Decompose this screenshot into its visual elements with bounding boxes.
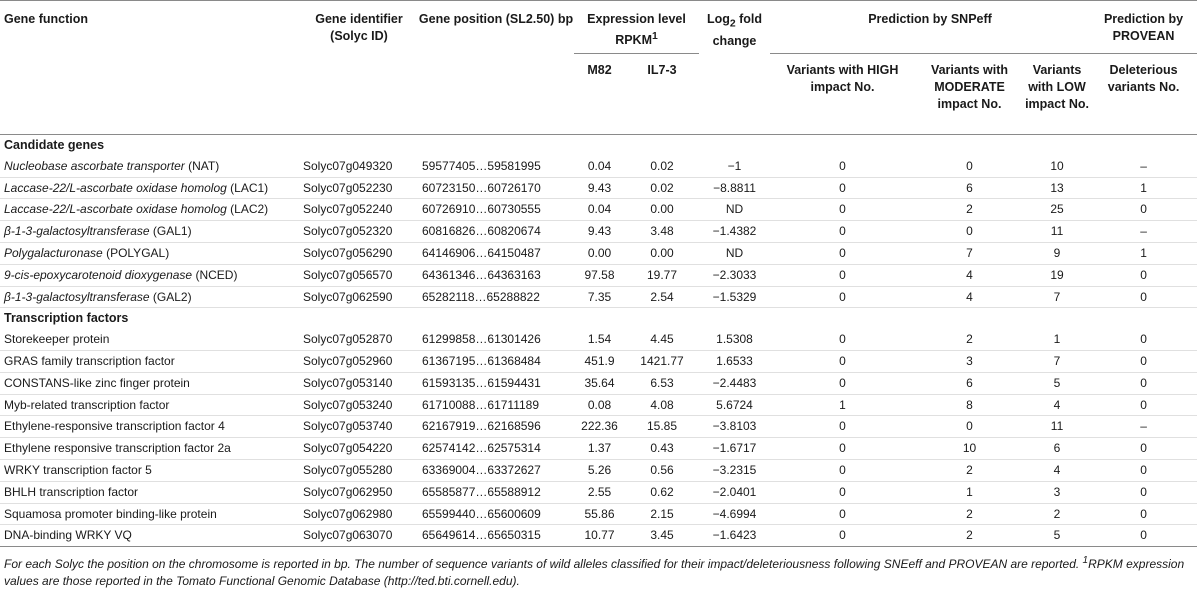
gene-position-cell: 65585877…65588912: [418, 481, 574, 503]
il7-3-cell: 3.45: [625, 525, 699, 547]
gene-function-cell: [0, 372, 300, 394]
moderate-impact-cell: 2: [915, 199, 1024, 221]
log2-fold-change-cell: −2.4483: [699, 372, 770, 394]
table-row: [0, 459, 1197, 481]
deleterious-cell: 0: [1090, 199, 1197, 221]
section-heading-row: [0, 135, 1197, 156]
gene-function-cell: [0, 416, 300, 438]
header-il7-3: IL7-3: [647, 63, 677, 77]
gene-id-cell: Solyc07g052870: [300, 329, 418, 350]
log2-fold-change-cell: −2.3033: [699, 264, 770, 286]
il7-3-cell: 3.48: [625, 221, 699, 243]
low-impact-cell: 10: [1024, 156, 1090, 177]
header-deleterious: Deleterious variants No.: [1107, 63, 1180, 94]
log2-fold-change-cell: −3.8103: [699, 416, 770, 438]
deleterious-cell: 0: [1090, 481, 1197, 503]
deleterious-cell: 0: [1090, 286, 1197, 308]
header-log2-fold-change: Log$_2$ fold change: [699, 1, 770, 135]
gene-function-text: DNA-binding WRKY VQ: [4, 528, 132, 543]
gene-position-cell: 62167919…62168596: [418, 416, 574, 438]
moderate-impact-cell: 0: [915, 221, 1024, 243]
il7-3-cell: 0.62: [625, 481, 699, 503]
high-impact-cell: 0: [770, 503, 915, 525]
log2-fold-change-cell: 1.5308: [699, 329, 770, 350]
il7-3-cell: 0.43: [625, 438, 699, 460]
moderate-impact-cell: 4: [915, 264, 1024, 286]
high-impact-cell: 0: [770, 156, 915, 177]
gene-position-cell: 60816826…60820674: [418, 221, 574, 243]
moderate-impact-cell: 2: [915, 503, 1024, 525]
high-impact-cell: 0: [770, 177, 915, 199]
gene-id-cell: Solyc07g053740: [300, 416, 418, 438]
log2-fold-change-cell: −8.8811: [699, 177, 770, 199]
log2-fold-change-cell: −1.6717: [699, 438, 770, 460]
gene-position-cell: 61593135…61594431: [418, 372, 574, 394]
section-heading-row: [0, 308, 1197, 329]
m82-cell: 97.58: [574, 264, 625, 286]
gene-function-text: CONSTANS-like zinc finger protein: [4, 375, 190, 390]
table-row: [0, 481, 1197, 503]
low-impact-cell: 4: [1024, 459, 1090, 481]
moderate-impact-cell: 6: [915, 372, 1024, 394]
gene-position-cell: 61710088…61711189: [418, 394, 574, 416]
moderate-impact-cell: 2: [915, 525, 1024, 547]
m82-cell: 1.37: [574, 438, 625, 460]
m82-cell: 0.00: [574, 242, 625, 264]
m82-cell: 55.86: [574, 503, 625, 525]
gene-function-cell: [0, 459, 300, 481]
log2-fold-change-cell: −1.5329: [699, 286, 770, 308]
m82-cell: 10.77: [574, 525, 625, 547]
low-impact-cell: 11: [1024, 416, 1090, 438]
il7-3-cell: 0.00: [625, 242, 699, 264]
gene-function-italic: 9-cis-epoxycarotenoid dioxygenase: [4, 267, 193, 282]
gene-id-cell: Solyc07g062980: [300, 503, 418, 525]
m82-cell: 0.04: [574, 199, 625, 221]
il7-3-cell: 15.85: [625, 416, 699, 438]
table-row: [0, 177, 1197, 199]
deleterious-cell: –: [1090, 416, 1197, 438]
gene-function-text: (LAC2): [226, 202, 269, 217]
il7-3-cell: 4.45: [625, 329, 699, 350]
gene-function-text: Squamosa promoter binding-like protein: [4, 506, 217, 521]
high-impact-cell: 0: [770, 459, 915, 481]
gene-function-cell: [0, 438, 300, 460]
expression-footnote-mark: 1: [652, 31, 658, 42]
moderate-impact-cell: 6: [915, 177, 1024, 199]
header-gene-function: Gene function: [0, 1, 300, 135]
low-impact-cell: 7: [1024, 286, 1090, 308]
gene-position-cell: 64146906…64150487: [418, 242, 574, 264]
gene-id-cell: Solyc07g056570: [300, 264, 418, 286]
gene-id-cell: Solyc07g062950: [300, 481, 418, 503]
header-provean: Prediction by PROVEAN: [1090, 1, 1197, 54]
table-row: [0, 221, 1197, 243]
gene-position-cell: 60726910…60730555: [418, 199, 574, 221]
gene-function-text: GRAS family transcription factor: [4, 353, 175, 368]
gene-id-cell: Solyc07g049320: [300, 156, 418, 177]
gene-id-cell: Solyc07g052240: [300, 199, 418, 221]
gene-id-cell: Solyc07g052230: [300, 177, 418, 199]
il7-3-cell: 0.02: [625, 177, 699, 199]
gene-function-cell: [0, 525, 300, 547]
gene-id-cell: Solyc07g052960: [300, 350, 418, 372]
table-row: [0, 416, 1197, 438]
moderate-impact-cell: 1: [915, 481, 1024, 503]
moderate-impact-cell: 7: [915, 242, 1024, 264]
gene-function-italic: Laccase-22/L-ascorbate oxidase homolog: [4, 180, 227, 195]
section-title: Transcription factors: [4, 311, 129, 326]
header-low-impact: Variants with LOW impact No.: [1025, 63, 1089, 111]
il7-3-cell: 6.53: [625, 372, 699, 394]
gene-function-text: Ethylene-responsive transcription factor 4: [4, 419, 225, 434]
high-impact-cell: 1: [770, 394, 915, 416]
gene-id-cell: Solyc07g053140: [300, 372, 418, 394]
m82-cell: 2.55: [574, 481, 625, 503]
table-row: [0, 394, 1197, 416]
deleterious-cell: 0: [1090, 503, 1197, 525]
gene-function-italic: Nucleobase ascorbate transporter: [4, 158, 185, 173]
high-impact-cell: 0: [770, 264, 915, 286]
log2-fold-change-cell: −4.6994: [699, 503, 770, 525]
gene-position-cell: 61299858…61301426: [418, 329, 574, 350]
gene-position-cell: 64361346…64363163: [418, 264, 574, 286]
gene-id-cell: Solyc07g063070: [300, 525, 418, 547]
m82-cell: 9.43: [574, 177, 625, 199]
table-row: [0, 438, 1197, 460]
moderate-impact-cell: 0: [915, 416, 1024, 438]
m82-cell: 7.35: [574, 286, 625, 308]
moderate-impact-cell: 3: [915, 350, 1024, 372]
table-row: [0, 199, 1197, 221]
gene-function-italic: β-1-3-galactosyltransferase: [4, 289, 150, 304]
table-row: [0, 242, 1197, 264]
high-impact-cell: 0: [770, 242, 915, 264]
header-m82: M82: [587, 63, 612, 77]
section-title: Candidate genes: [4, 138, 105, 152]
table-body: [0, 135, 1197, 547]
header-high-impact: Variants with HIGH impact No.: [786, 63, 899, 94]
deleterious-cell: 1: [1090, 242, 1197, 264]
log2-fold-change-cell: ND: [699, 242, 770, 264]
gene-function-cell: [0, 350, 300, 372]
high-impact-cell: 0: [770, 286, 915, 308]
m82-cell: 5.26: [574, 459, 625, 481]
low-impact-cell: 5: [1024, 372, 1090, 394]
high-impact-cell: 0: [770, 329, 915, 350]
log2-fold-change-cell: 1.6533: [699, 350, 770, 372]
table-row: [0, 156, 1197, 177]
deleterious-cell: 0: [1090, 394, 1197, 416]
log2-fold-change-cell: −1.4382: [699, 221, 770, 243]
gene-function-cell: [0, 156, 300, 177]
header-snpeff: Prediction by SNPeff: [770, 1, 1090, 54]
deleterious-cell: 0: [1090, 329, 1197, 350]
gene-function-text: (NAT): [184, 158, 220, 173]
low-impact-cell: 3: [1024, 481, 1090, 503]
il7-3-cell: 0.00: [625, 199, 699, 221]
gene-function-text: (GAL1): [149, 224, 192, 239]
deleterious-cell: 0: [1090, 525, 1197, 547]
deleterious-cell: 0: [1090, 264, 1197, 286]
low-impact-cell: 9: [1024, 242, 1090, 264]
gene-function-cell: [0, 199, 300, 221]
gene-function-text: (LAC1): [226, 180, 269, 195]
deleterious-cell: 0: [1090, 350, 1197, 372]
header-expression: Expression level RPKM$^1$: [574, 1, 699, 54]
table-row: [0, 329, 1197, 350]
high-impact-cell: 0: [770, 199, 915, 221]
high-impact-cell: 0: [770, 221, 915, 243]
moderate-impact-cell: 2: [915, 459, 1024, 481]
il7-3-cell: 2.54: [625, 286, 699, 308]
low-impact-cell: 19: [1024, 264, 1090, 286]
gene-function-cell: [0, 286, 300, 308]
low-impact-cell: 13: [1024, 177, 1090, 199]
table-footnote: For each Solyc the position on the chromosome is reported in bp. The number of sequence variants of wild alleles classified for their impact/deleteriousness following SNEeff and PROVEAN are reported. $^1$RPKM expression values are those reported in the Tomato Functional Genomic Database (http://ted.bti.cornell.edu).: [4, 555, 1185, 588]
high-impact-cell: 0: [770, 438, 915, 460]
low-impact-cell: 5: [1024, 525, 1090, 547]
il7-3-cell: 2.15: [625, 503, 699, 525]
gene-function-text: Myb-related transcription factor: [4, 397, 170, 412]
gene-position-cell: 65649614…65650315: [418, 525, 574, 547]
low-impact-cell: 2: [1024, 503, 1090, 525]
gene-position-cell: 65282118…65288822: [418, 286, 574, 308]
gene-function-text: (GAL2): [149, 289, 192, 304]
gene-id-cell: Solyc07g054220: [300, 438, 418, 460]
low-impact-cell: 7: [1024, 350, 1090, 372]
table-header: [0, 1, 1197, 135]
gene-id-cell: Solyc07g056290: [300, 242, 418, 264]
high-impact-cell: 0: [770, 416, 915, 438]
high-impact-cell: 0: [770, 350, 915, 372]
gene-function-text: BHLH transcription factor: [4, 484, 139, 499]
gene-function-cell: [0, 394, 300, 416]
gene-function-cell: [0, 242, 300, 264]
gene-function-text: WRKY transcription factor 5: [4, 462, 152, 477]
low-impact-cell: 11: [1024, 221, 1090, 243]
log2-fold-change-cell: −2.0401: [699, 481, 770, 503]
m82-cell: 35.64: [574, 372, 625, 394]
gene-position-cell: 60723150…60726170: [418, 177, 574, 199]
gene-position-cell: 61367195…61368484: [418, 350, 574, 372]
log2-fold-change-cell: 5.6724: [699, 394, 770, 416]
moderate-impact-cell: 2: [915, 329, 1024, 350]
moderate-impact-cell: 10: [915, 438, 1024, 460]
il7-3-cell: 1421.77: [625, 350, 699, 372]
gene-id-cell: Solyc07g052320: [300, 221, 418, 243]
header-moderate-impact: Variants with MODERATE impact No.: [930, 63, 1009, 111]
table-row: [0, 350, 1197, 372]
log2-fold-change-cell: ND: [699, 199, 770, 221]
m82-cell: 222.36: [574, 416, 625, 438]
log2-fold-change-cell: −3.2315: [699, 459, 770, 481]
gene-function-cell: [0, 221, 300, 243]
gene-function-italic: Polygalacturonase: [4, 245, 103, 260]
gene-id-cell: Solyc07g053240: [300, 394, 418, 416]
deleterious-cell: 1: [1090, 177, 1197, 199]
gene-function-text: Storekeeper protein: [4, 332, 110, 347]
deleterious-cell: –: [1090, 221, 1197, 243]
table-row: [0, 286, 1197, 308]
high-impact-cell: 0: [770, 372, 915, 394]
table-row: [0, 264, 1197, 286]
deleterious-cell: 0: [1090, 459, 1197, 481]
m82-cell: 0.04: [574, 156, 625, 177]
gene-function-text: (NCED): [192, 267, 238, 282]
moderate-impact-cell: 8: [915, 394, 1024, 416]
gene-function-cell: [0, 264, 300, 286]
gene-function-cell: [0, 503, 300, 525]
gene-function-italic: β-1-3-galactosyltransferase: [4, 224, 150, 239]
log2-fold-change-cell: −1: [699, 156, 770, 177]
high-impact-cell: 0: [770, 525, 915, 547]
gene-position-cell: 65599440…65600609: [418, 503, 574, 525]
deleterious-cell: –: [1090, 156, 1197, 177]
header-gene-identifier: Gene identifier (Solyc ID): [300, 1, 418, 135]
high-impact-cell: 0: [770, 481, 915, 503]
gene-id-cell: Solyc07g062590: [300, 286, 418, 308]
table-row: [0, 525, 1197, 547]
m82-cell: 9.43: [574, 221, 625, 243]
m82-cell: 0.08: [574, 394, 625, 416]
m82-cell: 1.54: [574, 329, 625, 350]
gene-position-cell: 62574142…62575314: [418, 438, 574, 460]
moderate-impact-cell: 0: [915, 156, 1024, 177]
il7-3-cell: 0.02: [625, 156, 699, 177]
gene-function-text: Ethylene responsive transcription factor 2a: [4, 441, 231, 456]
footnote-mark: 1: [1082, 555, 1089, 566]
deleterious-cell: 0: [1090, 438, 1197, 460]
gene-position-cell: 63369004…63372627: [418, 459, 574, 481]
il7-3-cell: 4.08: [625, 394, 699, 416]
low-impact-cell: 6: [1024, 438, 1090, 460]
low-impact-cell: 4: [1024, 394, 1090, 416]
header-gene-position: Gene position (SL2.50) bp: [418, 1, 574, 135]
gene-function-text: (POLYGAL): [102, 245, 170, 260]
il7-3-cell: 0.56: [625, 459, 699, 481]
gene-function-cell: [0, 177, 300, 199]
low-impact-cell: 1: [1024, 329, 1090, 350]
gene-function-cell: [0, 481, 300, 503]
gene-id-cell: Solyc07g055280: [300, 459, 418, 481]
table-row: [0, 372, 1197, 394]
table-row: [0, 503, 1197, 525]
gene-function-cell: [0, 329, 300, 350]
gene-function-italic: Laccase-22/L-ascorbate oxidase homolog: [4, 202, 227, 217]
log2-fold-change-cell: −1.6423: [699, 525, 770, 547]
il7-3-cell: 19.77: [625, 264, 699, 286]
deleterious-cell: 0: [1090, 372, 1197, 394]
m82-cell: 451.9: [574, 350, 625, 372]
moderate-impact-cell: 4: [915, 286, 1024, 308]
low-impact-cell: 25: [1024, 199, 1090, 221]
gene-position-cell: 59577405…59581995: [418, 156, 574, 177]
